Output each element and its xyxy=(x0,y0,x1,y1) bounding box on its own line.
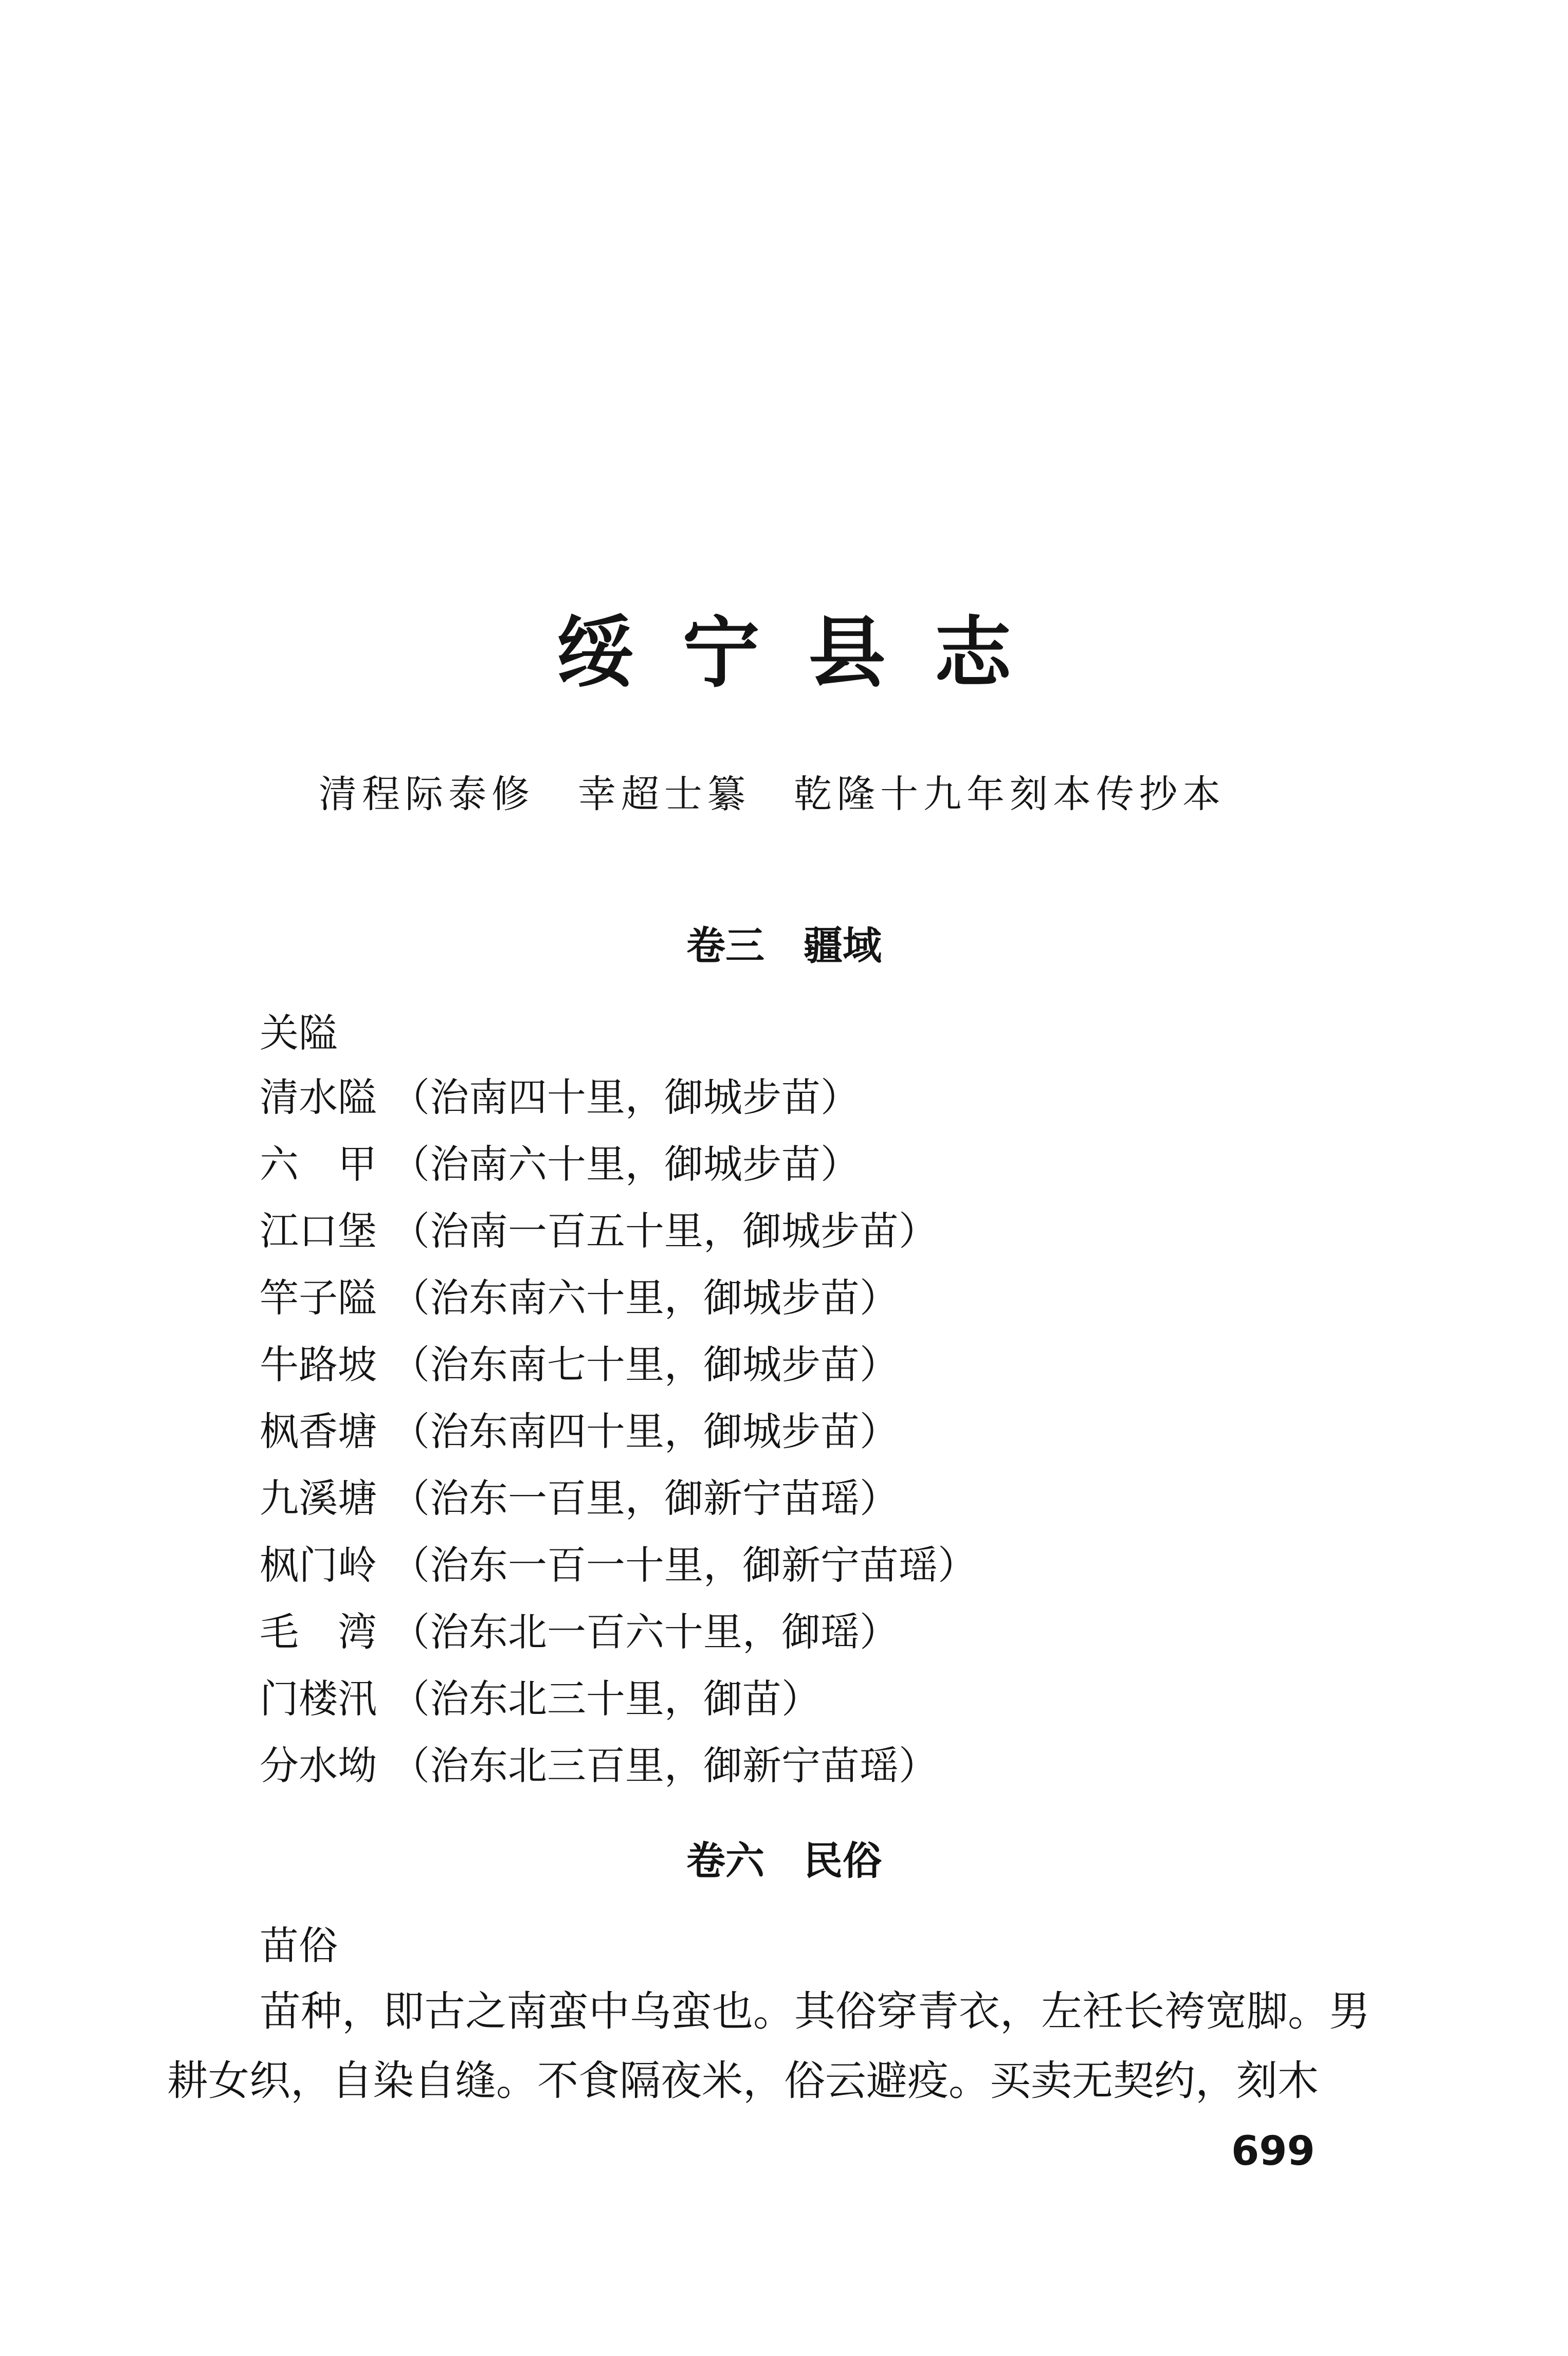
pass-name: 门楼汛 xyxy=(260,1676,377,1722)
pass-name: 枫香塘 xyxy=(260,1409,377,1454)
list-item xyxy=(260,1606,977,1673)
section-heading-territory: 卷三 疆域 xyxy=(686,923,882,969)
subheading-passes: 关隘 xyxy=(260,1010,338,1056)
pass-name: 竿子隘 xyxy=(260,1275,377,1321)
body-paragraph xyxy=(167,1977,1406,2115)
pass-name: 九溪塘 xyxy=(260,1475,377,1521)
subheading-miao-customs: 苗俗 xyxy=(260,1923,338,1968)
list-item xyxy=(260,1406,977,1473)
pass-name: 六 甲 xyxy=(260,1141,377,1187)
list-item xyxy=(260,1740,977,1807)
pass-detail: （治南四十里，御城步苗） xyxy=(391,1074,860,1120)
pass-detail: （治东一百里，御新宁苗瑶） xyxy=(391,1475,899,1521)
pass-detail: （治东北三十里，御苗） xyxy=(391,1676,821,1722)
paragraph-line: 耕女织，自染自缝。不食隔夜米，俗云避疫。买卖无契约，刻木 xyxy=(167,2057,1319,2105)
pass-detail: （治东北三百里，御新宁苗瑶） xyxy=(391,1743,938,1788)
pass-name: 分水坳 xyxy=(260,1743,377,1788)
list-item xyxy=(260,1139,977,1206)
page-title: 绥宁县志 xyxy=(556,608,1061,698)
pass-name: 枫门岭 xyxy=(260,1542,377,1588)
page-number: 699 xyxy=(1231,2128,1315,2175)
list-item xyxy=(260,1339,977,1406)
list-item xyxy=(260,1206,977,1272)
pass-detail: （治南一百五十里，御城步苗） xyxy=(391,1208,938,1254)
pass-detail: （治南六十里，御城步苗） xyxy=(391,1141,860,1187)
list-item xyxy=(260,1072,977,1139)
section-heading-customs: 卷六 民俗 xyxy=(686,1838,882,1884)
list-item xyxy=(260,1673,977,1740)
pass-name: 毛 湾 xyxy=(260,1609,377,1655)
pass-detail: （治东南六十里，御城步苗） xyxy=(391,1275,899,1321)
pass-detail: （治东北一百六十里，御瑶） xyxy=(391,1609,899,1655)
passes-list xyxy=(260,1072,977,1807)
pass-name: 清水隘 xyxy=(260,1074,377,1120)
pass-name: 牛路坡 xyxy=(260,1342,377,1387)
page-subtitle: 清程际泰修 幸超士纂 乾隆十九年刻本传抄本 xyxy=(319,772,1226,816)
pass-name: 江口堡 xyxy=(260,1208,377,1254)
list-item xyxy=(260,1473,977,1540)
list-item xyxy=(260,1272,977,1339)
list-item xyxy=(260,1540,977,1606)
paragraph-line: 苗种，即古之南蛮中乌蛮也。其俗穿青衣，左衽长袴宽脚。男 xyxy=(260,1987,1370,2035)
pass-detail: （治东一百一十里，御新宁苗瑶） xyxy=(391,1542,977,1588)
pass-detail: （治东南七十里，御城步苗） xyxy=(391,1342,899,1387)
pass-detail: （治东南四十里，御城步苗） xyxy=(391,1409,899,1454)
